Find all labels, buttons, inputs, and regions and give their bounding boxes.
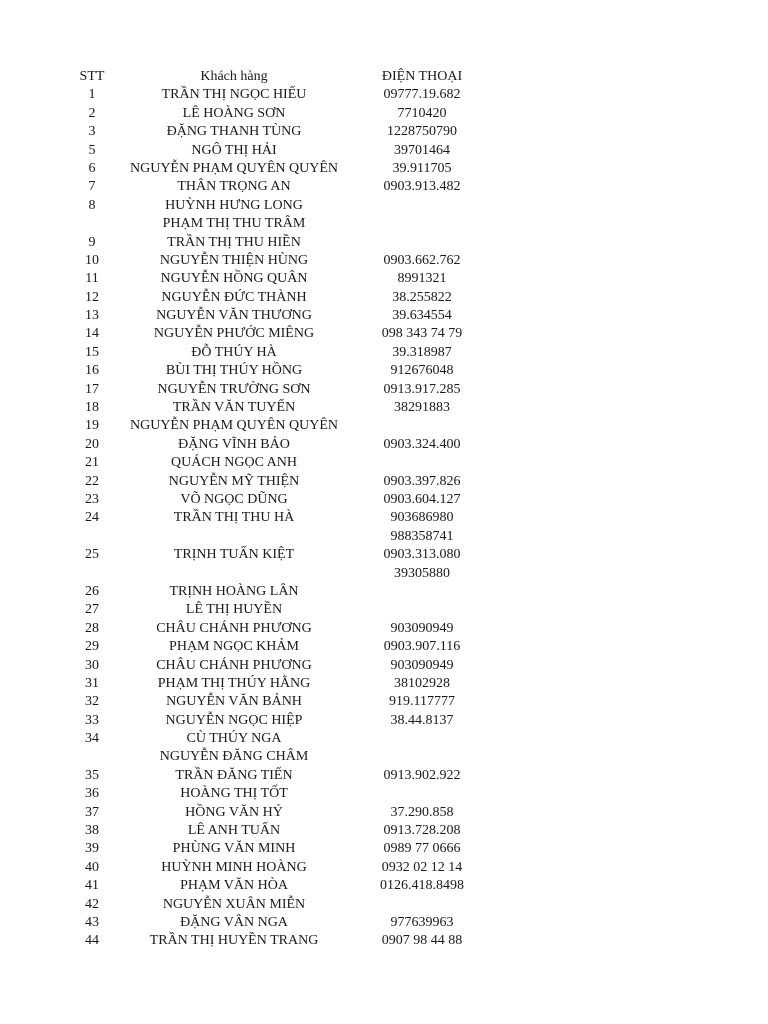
row-stt: 2 — [88, 105, 96, 121]
row-customer — [134, 601, 334, 619]
table-row — [0, 785, 768, 803]
row-customer — [134, 583, 334, 601]
row-customer-label: LÊ HOÀNG SƠN — [182, 105, 286, 121]
table-row — [0, 178, 768, 196]
row-customer-label: PHẠM THỊ THU TRÂM — [162, 216, 306, 232]
row-customer — [134, 344, 334, 362]
row-phone — [347, 197, 497, 215]
row-phone: 0903.313.080 — [383, 547, 461, 563]
row-customer — [134, 840, 334, 858]
row-customer-label: CHÂU CHÁNH PHƯƠNG — [156, 620, 312, 636]
table-row — [0, 657, 768, 675]
table-row — [0, 234, 768, 252]
row-stt: 27 — [85, 602, 99, 618]
table-row — [0, 565, 768, 583]
row-stt: 9 — [88, 234, 96, 250]
row-stt: 30 — [85, 657, 99, 673]
row-phone: 38102928 — [394, 675, 450, 691]
row-customer-label: NGUYỄN PHƯỚC MIÊNG — [153, 326, 315, 342]
row-phone: 0903.397.826 — [383, 473, 461, 489]
table-row — [0, 160, 768, 178]
row-phone: 919.117777 — [389, 694, 455, 710]
row-customer-label: TRỊNH TUẤN KIỆT — [173, 547, 295, 563]
row-phone: 903090949 — [390, 620, 454, 636]
row-stt: 15 — [85, 344, 99, 360]
row-customer — [134, 307, 334, 325]
row-customer-label: CHÂU CHÁNH PHƯƠNG — [156, 657, 312, 673]
table-row — [0, 730, 768, 748]
row-customer-label: ĐỖ THÚY HÀ — [191, 344, 277, 360]
row-phone — [347, 417, 497, 435]
table-row — [0, 528, 768, 546]
row-customer-label: NGUYỄN XUÂN MIỄN — [162, 896, 306, 912]
table-row — [0, 675, 768, 693]
row-customer — [134, 914, 334, 932]
row-phone: 38.44.8137 — [390, 712, 454, 728]
row-customer-label: NGUYỄN ĐĂNG CHÂM — [159, 749, 309, 765]
row-customer-label: TRẦN THỊ THU HÀ — [173, 510, 295, 526]
row-customer-label: ĐẶNG VĨNH BẢO — [178, 436, 290, 452]
row-customer-label: HUỲNH MINH HOÀNG — [161, 859, 307, 875]
row-phone — [347, 454, 497, 472]
row-customer — [134, 289, 334, 307]
row-customer-label: TRẦN ĐĂNG TIẾN — [175, 767, 293, 783]
row-customer — [134, 491, 334, 509]
table-row — [0, 712, 768, 730]
row-customer — [134, 270, 334, 288]
row-customer — [134, 712, 334, 730]
row-phone: 39701464 — [394, 142, 450, 158]
table-row — [0, 270, 768, 288]
row-stt: 8 — [88, 197, 96, 213]
row-stt: 42 — [85, 896, 99, 912]
table-row — [0, 381, 768, 399]
row-phone: 0932 02 12 14 — [381, 859, 463, 875]
row-stt: 37 — [85, 804, 99, 820]
table-row — [0, 491, 768, 509]
table-row — [0, 804, 768, 822]
row-stt: 6 — [88, 160, 96, 176]
row-phone — [347, 730, 497, 748]
row-phone: 0903.604.127 — [383, 491, 461, 507]
table-header — [0, 68, 768, 86]
table-row — [0, 583, 768, 601]
row-customer-label: NGUYỄN MỸ THIỆN — [168, 473, 300, 489]
row-customer — [134, 142, 334, 160]
table-row — [0, 748, 768, 766]
row-stt: 12 — [85, 289, 99, 305]
row-customer — [134, 896, 334, 914]
row-stt: 7 — [88, 179, 96, 195]
row-stt: 16 — [85, 363, 99, 379]
row-phone: 0903.324.400 — [383, 436, 461, 452]
header-phone: ĐIỆN THOẠI — [381, 69, 463, 84]
row-customer-label: ĐẶNG THANH TÙNG — [166, 124, 302, 140]
row-customer-label: TRẦN VĂN TUYẾN — [172, 400, 296, 416]
row-phone — [347, 234, 497, 252]
row-customer — [134, 657, 334, 675]
row-stt: 24 — [85, 510, 99, 526]
row-stt: 39 — [85, 841, 99, 857]
row-stt: 35 — [85, 767, 99, 783]
table-row — [0, 325, 768, 343]
row-customer — [134, 234, 334, 252]
row-customer — [129, 160, 339, 178]
row-stt: 19 — [85, 418, 99, 434]
header-customer-label: Khách hàng — [200, 69, 268, 84]
table-row — [0, 859, 768, 877]
row-stt: 32 — [85, 694, 99, 710]
row-phone: 903090949 — [390, 657, 454, 673]
row-customer — [134, 362, 334, 380]
row-stt: 41 — [85, 878, 99, 894]
row-customer-label: NGUYỄN VĂN BẢNH — [166, 694, 302, 710]
row-customer-label: NGUYỄN ĐỨC THÀNH — [161, 289, 307, 305]
table-row — [0, 896, 768, 914]
row-customer — [134, 528, 334, 546]
row-customer-label: NGUYỄN TRƯỜNG SƠN — [157, 381, 311, 397]
row-customer — [134, 436, 334, 454]
table-row — [0, 914, 768, 932]
table-row — [0, 509, 768, 527]
row-stt: 25 — [85, 547, 99, 563]
row-stt: 10 — [85, 252, 99, 268]
row-customer-label: NGUYỄN NGỌC HIỆP — [165, 712, 303, 728]
row-customer — [134, 565, 334, 583]
row-customer — [134, 86, 334, 104]
row-customer-label: NGUYỄN HỒNG QUÂN — [160, 271, 308, 287]
row-phone: 38291883 — [394, 400, 450, 416]
table-row — [0, 417, 768, 435]
row-stt: 18 — [85, 400, 99, 416]
row-customer — [134, 546, 334, 564]
row-stt: 40 — [85, 859, 99, 875]
row-customer — [134, 675, 334, 693]
row-customer — [134, 767, 334, 785]
table-row — [0, 344, 768, 362]
row-customer-label: TRẦN THỊ NGỌC HIẾU — [161, 87, 307, 103]
row-stt: 36 — [85, 786, 99, 802]
row-stt: 17 — [85, 381, 99, 397]
row-phone — [347, 601, 497, 619]
row-phone: 7710420 — [397, 105, 447, 121]
row-stt: 14 — [85, 326, 99, 342]
row-stt: 22 — [85, 473, 99, 489]
row-customer-label: NGUYỄN PHẠM QUYÊN QUYÊN — [129, 418, 339, 434]
row-customer-label: NGUYỄN THIỆN HÙNG — [159, 252, 309, 268]
row-customer — [134, 215, 334, 233]
table-row — [0, 215, 768, 233]
row-customer-label: PHÙNG VĂN MINH — [172, 841, 296, 857]
row-customer-label: HỒNG VĂN HỶ — [185, 804, 283, 820]
table-row — [0, 877, 768, 895]
row-stt: 33 — [85, 712, 99, 728]
row-phone: 1228750790 — [387, 124, 457, 140]
table-row — [0, 362, 768, 380]
row-customer — [134, 693, 334, 711]
row-phone — [347, 215, 497, 233]
row-stt — [52, 215, 132, 233]
row-stt: 1 — [88, 87, 96, 103]
row-customer — [134, 381, 334, 399]
row-phone: 39305880 — [394, 565, 450, 581]
row-customer-label: PHẠM VĂN HÒA — [180, 878, 288, 894]
row-phone: 8991321 — [397, 271, 447, 287]
row-phone: 0907 98 44 88 — [381, 933, 463, 949]
row-customer-label: LÊ ANH TUẤN — [187, 823, 281, 839]
table-row — [0, 601, 768, 619]
row-customer-label: ĐẶNG VÂN NGA — [180, 914, 288, 930]
table-row — [0, 454, 768, 472]
row-phone: 903686980 — [390, 510, 454, 526]
table-row — [0, 399, 768, 417]
row-customer — [134, 638, 334, 656]
row-customer-label: TRẦN THỊ THU HIỀN — [167, 234, 301, 250]
row-customer-label: QUÁCH NGỌC ANH — [170, 455, 297, 471]
row-phone: 912676048 — [390, 363, 454, 379]
table-row — [0, 105, 768, 123]
row-phone: 0913.917.285 — [383, 381, 461, 397]
table-row — [0, 252, 768, 270]
row-phone: 39.634554 — [392, 308, 452, 324]
table-row — [0, 197, 768, 215]
row-customer-label: PHẠM NGỌC KHẢM — [169, 639, 299, 655]
row-phone: 39.911705 — [392, 160, 452, 176]
row-customer — [134, 178, 334, 196]
row-stt: 23 — [85, 491, 99, 507]
table-row — [0, 822, 768, 840]
row-stt: 29 — [85, 639, 99, 655]
row-phone — [347, 785, 497, 803]
row-customer — [134, 509, 334, 527]
row-stt: 26 — [85, 583, 99, 599]
table-body — [0, 86, 768, 950]
row-customer — [134, 785, 334, 803]
row-stt: 5 — [88, 142, 96, 158]
row-stt: 44 — [85, 933, 99, 949]
row-stt: 43 — [85, 914, 99, 930]
table-row — [0, 767, 768, 785]
row-customer-label: HOÀNG THỊ TỐT — [180, 786, 288, 802]
row-stt — [52, 528, 132, 546]
table-row — [0, 86, 768, 104]
table-row — [0, 620, 768, 638]
row-customer — [134, 399, 334, 417]
header-stt: STT — [79, 69, 105, 84]
row-phone: 0913.728.208 — [383, 823, 461, 839]
row-customer — [134, 859, 334, 877]
row-phone: 0126.418.8498 — [380, 878, 464, 894]
table-row — [0, 546, 768, 564]
row-stt: 34 — [85, 731, 99, 747]
row-customer — [134, 123, 334, 141]
row-customer — [134, 252, 334, 270]
table-row — [0, 638, 768, 656]
row-customer — [134, 748, 334, 766]
row-customer — [134, 197, 334, 215]
row-phone — [347, 748, 497, 766]
table-row — [0, 693, 768, 711]
row-phone: 0903.662.762 — [383, 252, 461, 268]
row-customer — [134, 620, 334, 638]
row-phone: 0903.913.482 — [383, 179, 461, 195]
row-phone: 39.318987 — [392, 344, 452, 360]
row-customer — [134, 932, 334, 950]
row-customer — [134, 730, 334, 748]
row-customer-label: BÙI THỊ THÚY HỒNG — [165, 363, 303, 379]
row-customer — [134, 325, 334, 343]
row-customer-label: CÙ THÚY NGA — [186, 731, 282, 747]
row-phone — [347, 583, 497, 601]
row-phone: 0903.907.116 — [383, 639, 461, 655]
row-phone: 09777.19.682 — [383, 87, 461, 103]
row-stt: 3 — [88, 124, 96, 140]
row-stt: 28 — [85, 620, 99, 636]
row-customer — [134, 822, 334, 840]
row-phone: 988358741 — [390, 528, 454, 544]
row-stt: 13 — [85, 308, 99, 324]
row-phone: 098 343 74 79 — [381, 326, 463, 342]
row-stt: 21 — [85, 455, 99, 471]
row-customer-label: THÂN TRỌNG AN — [177, 179, 291, 195]
row-phone: 0913.902.922 — [383, 767, 461, 783]
row-stt — [52, 748, 132, 766]
row-customer — [134, 454, 334, 472]
row-customer — [134, 804, 334, 822]
table-row — [0, 473, 768, 491]
row-customer-label: TRỊNH HOÀNG LÂN — [169, 583, 299, 599]
row-phone: 38.255822 — [392, 289, 452, 305]
table-row — [0, 289, 768, 307]
table-row — [0, 123, 768, 141]
customer-table — [0, 68, 768, 951]
header-customer — [134, 68, 334, 86]
row-customer — [134, 105, 334, 123]
table-row — [0, 840, 768, 858]
row-stt: 11 — [85, 271, 99, 287]
row-customer-label: LÊ THỊ HUYỀN — [185, 602, 283, 618]
table-row — [0, 436, 768, 454]
row-stt — [52, 565, 132, 583]
row-customer — [134, 473, 334, 491]
row-customer-label: PHẠM THỊ THÚY HẰNG — [157, 675, 311, 691]
row-phone: 0989 77 0666 — [383, 841, 461, 857]
row-customer-label: NGUYỄN VĂN THƯƠNG — [156, 308, 312, 324]
table-row — [0, 932, 768, 950]
row-customer — [134, 877, 334, 895]
row-customer-label: HUỲNH HƯNG LONG — [165, 197, 303, 213]
row-stt: 20 — [85, 436, 99, 452]
table-row — [0, 142, 768, 160]
row-customer — [129, 417, 339, 435]
row-customer-label: NGUYỄN PHẠM QUYÊN QUYÊN — [129, 160, 339, 176]
table-row — [0, 307, 768, 325]
row-stt: 38 — [85, 823, 99, 839]
row-stt: 31 — [85, 675, 99, 691]
row-customer-label: VÕ NGỌC DŨNG — [180, 491, 288, 507]
row-customer-label: NGÔ THỊ HẢI — [191, 142, 277, 158]
row-phone: 37.290.858 — [390, 804, 454, 820]
row-customer-label: TRẦN THỊ HUYỀN TRANG — [149, 933, 319, 949]
row-phone — [347, 896, 497, 914]
row-phone: 977639963 — [390, 914, 454, 930]
